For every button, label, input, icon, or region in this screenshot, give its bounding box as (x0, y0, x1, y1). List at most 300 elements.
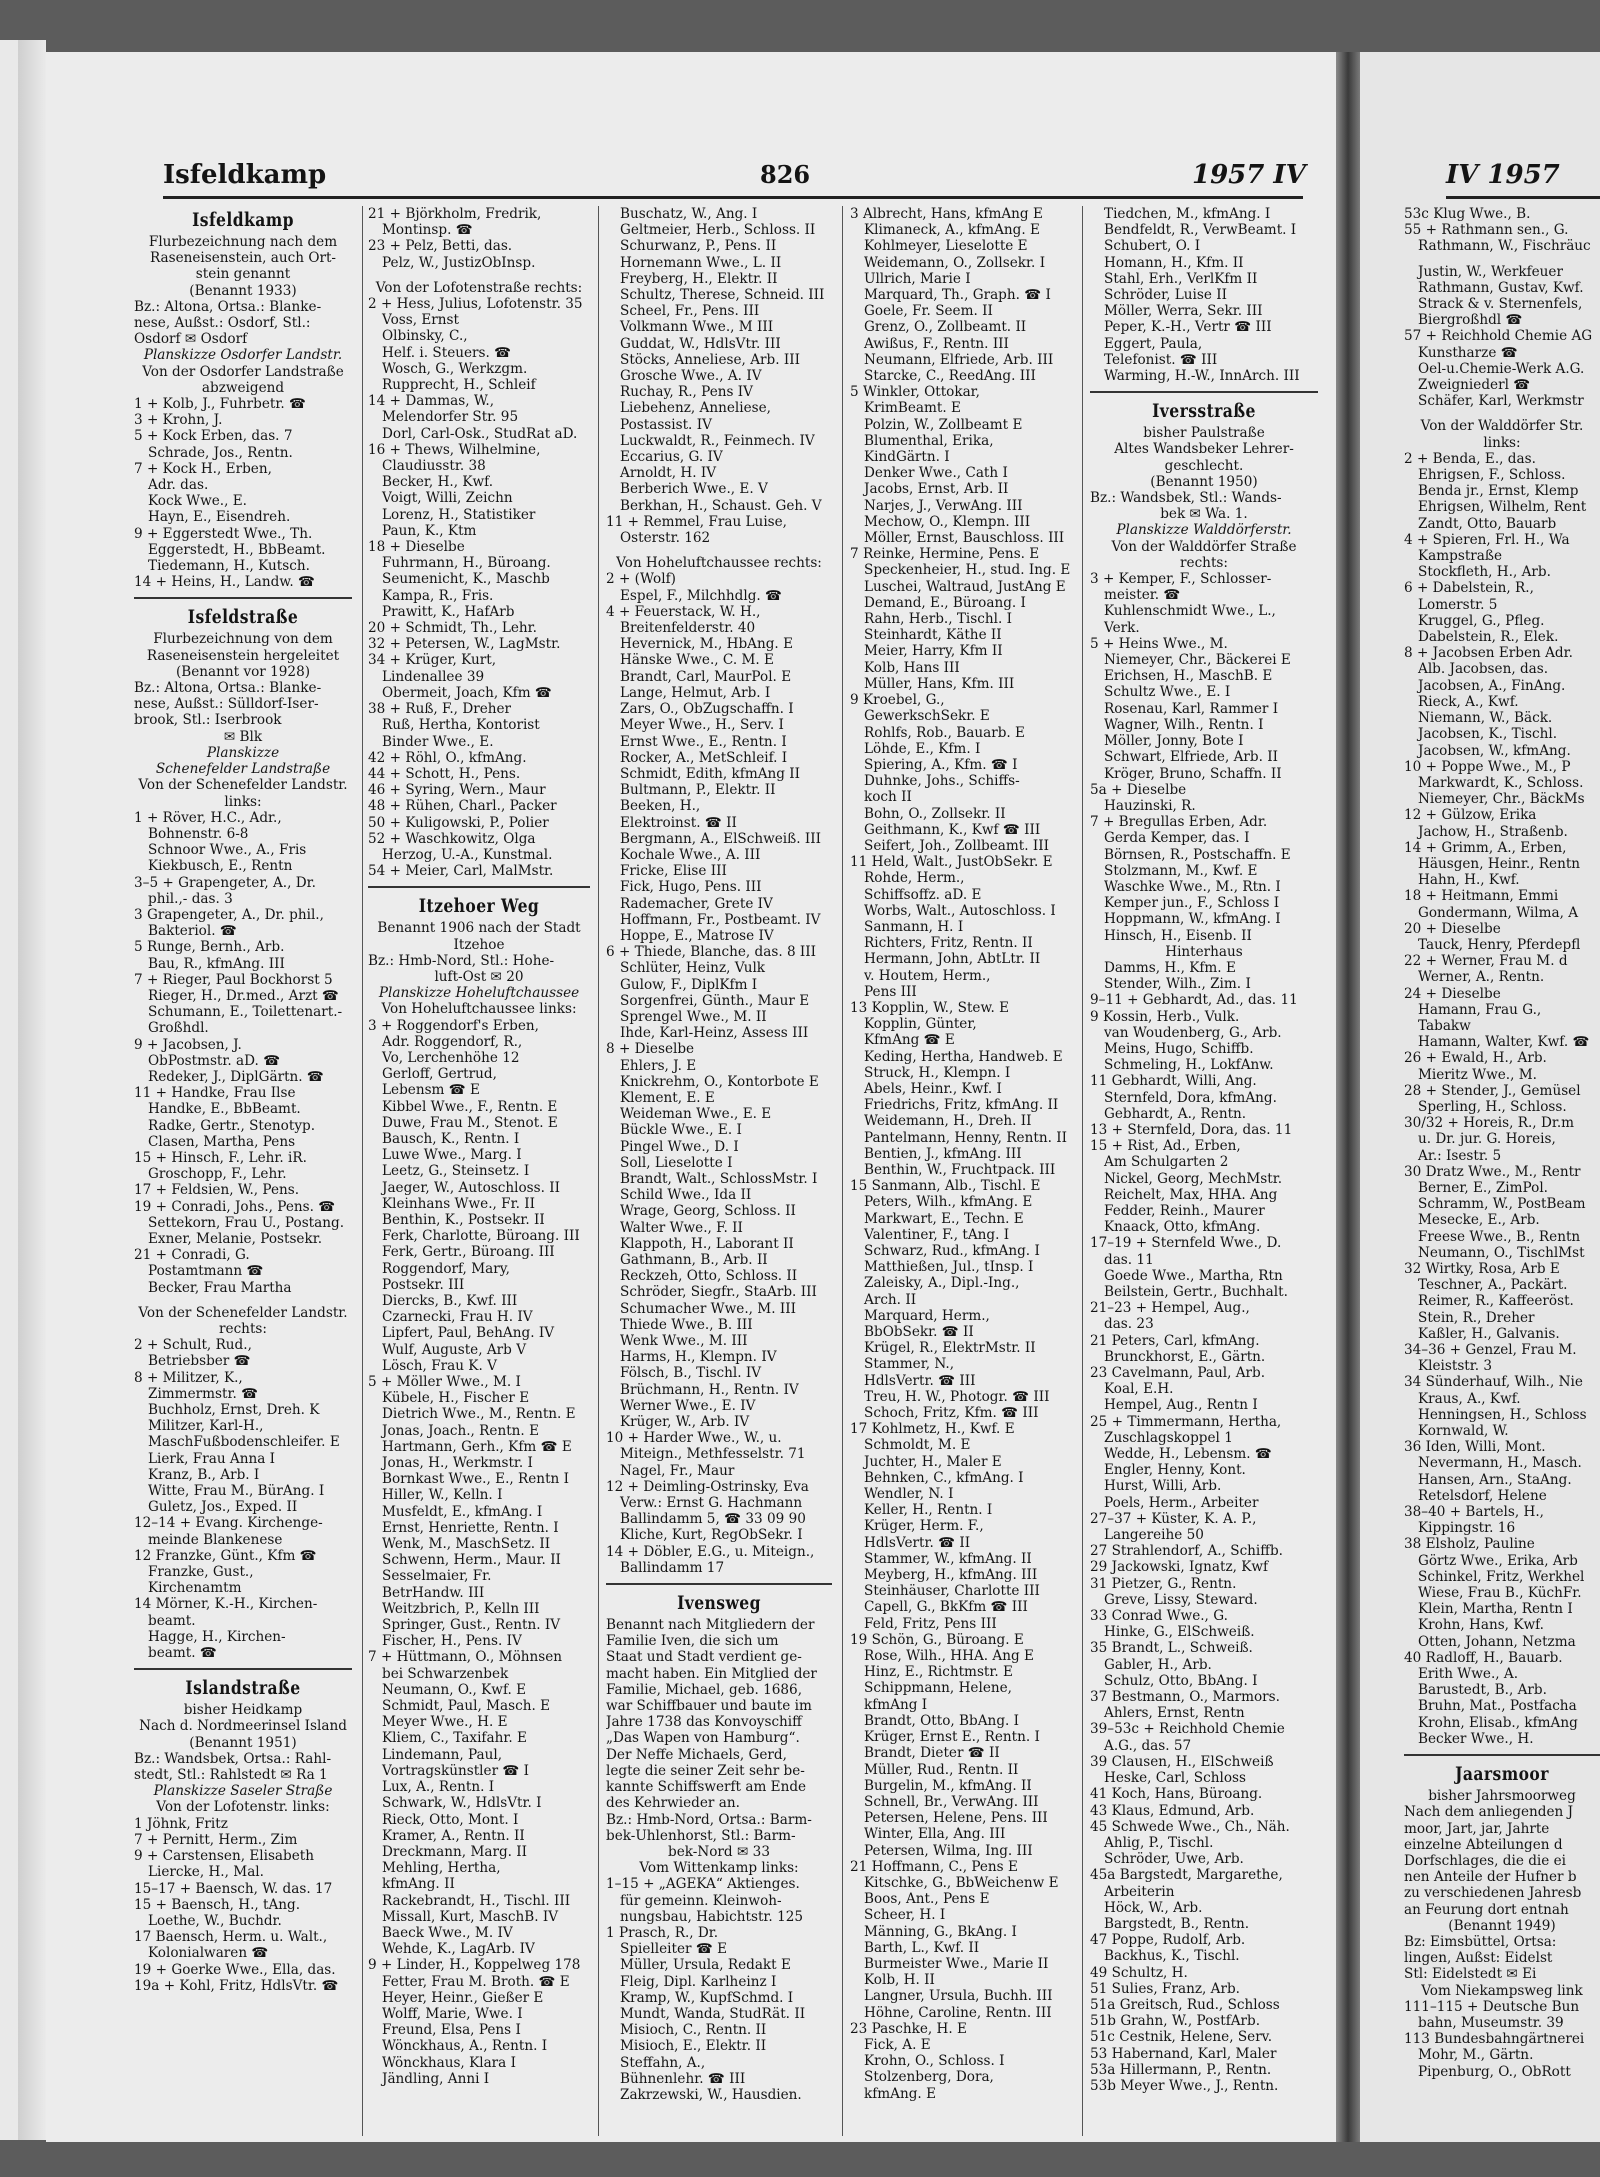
resident-entry: Struck, H., Klempn. I (864, 1064, 1011, 1081)
resident-entry: Kröger, Bruno, Schaffn. II (1104, 765, 1282, 782)
resident-entry: Barth, L., Kwf. II (864, 1939, 980, 1956)
address-entry: brook, Stl.: Iserbrook (134, 712, 282, 729)
street-note: links: (224, 793, 262, 810)
resident-entry: Marquard, Herm., (864, 1307, 990, 1324)
resident-entry: Klappoth, H., Laborant II (620, 1235, 794, 1252)
resident-entry: Telefonist. ☎ III (1104, 351, 1218, 368)
resident-entry: Peters, Wilh., kfmAng. E (864, 1194, 1033, 1211)
page-number: 826 (760, 160, 811, 189)
resident-entry: Mehling, Hertha, (382, 1860, 501, 1877)
resident-entry: BetrHandw. III (382, 1584, 485, 1601)
resident-entry: ObPostmstr. aD. ☎ (148, 1052, 281, 1069)
resident-entry: Osterstr. 162 (620, 530, 711, 547)
resident-entry: Postsekr. III (382, 1276, 465, 1293)
address-entry: 9–11 + Gebhardt, Ad., das. 11 (1090, 992, 1298, 1009)
resident-entry: Brandt, Dieter ☎ II (864, 1745, 1000, 1762)
resident-entry: Sprengel Wwe., M. II (620, 1008, 767, 1025)
address-entry: 26 + Ewald, H., Arb. (1404, 1050, 1547, 1067)
resident-entry: Ernst Wwe., E., Rentn. I (620, 733, 787, 750)
resident-entry: Duhnke, Johs., Schiffs- (864, 773, 1020, 790)
street-note: luft-Ost ✉ 20 (434, 968, 524, 985)
resident-entry: Boos, Ant., Pens E (864, 1891, 990, 1908)
resident-entry: Gerda Kemper, das. I (1104, 830, 1250, 847)
resident-entry: Sperling, H., Schloss. (1418, 1098, 1567, 1115)
resident-entry: Eggerstedt, H., BbBeamt. (148, 541, 326, 558)
resident-entry: Gabler, H., Arb. (1104, 1656, 1212, 1673)
resident-entry: Elektroinst. ☎ II (620, 814, 737, 831)
resident-entry: Schultz Wwe., E. I (1104, 684, 1231, 701)
column-divider (1082, 206, 1083, 2136)
resident-entry: Hermann, John, AbtLtr. II (864, 951, 1041, 968)
street-note: Raseneisenstein, auch Ort- (149, 250, 337, 267)
resident-entry: Arbeiterin (1104, 1883, 1175, 1900)
resident-entry: Kochale Wwe., A. III (620, 846, 761, 863)
resident-entry: Schippmann, Helene, (864, 1680, 1012, 1697)
resident-entry: das. 11 (1104, 1251, 1154, 1268)
address-entry: Bz.: Wandsbek, Ortsa.: Rahl- (134, 1750, 332, 1767)
resident-entry: Ahlers, Ernst, Rentn (1104, 1705, 1245, 1722)
resident-entry: Diercks, B., Kwf. III (382, 1293, 518, 1309)
resident-entry: Valentiner, F., tAng. I (864, 1226, 1010, 1243)
address-entry: 17 Baensch, Herm. u. Walt., (134, 1929, 328, 1946)
resident-entry: Schröder, Uwe, Arb. (1104, 1851, 1244, 1868)
resident-entry: Adr. das. (148, 477, 209, 494)
resident-entry: Rieck, Otto, Mont. I (382, 1811, 519, 1828)
resident-entry: Schwart, Elfriede, Arb. II (1104, 749, 1279, 766)
resident-entry: Heske, Carl, Schloss (1104, 1770, 1246, 1787)
street-title: Jaarsmoor (1455, 1763, 1549, 1786)
resident-entry: Zars, O., ObZugschaffn. I (620, 701, 794, 718)
column-2 (368, 206, 590, 2136)
resident-entry: MaschFußbodenschleifer. E (148, 1434, 340, 1451)
resident-entry: Schlüter, Heinz, Vulk (620, 960, 766, 977)
address-entry: 48 + Rühen, Charl., Packer (368, 798, 557, 815)
resident-entry: Stockfleth, H., Arb. (1418, 564, 1551, 581)
resident-entry: Stammer, W., kfmAng. II (864, 1550, 1032, 1567)
resident-entry: Fricke, Elise III (620, 863, 727, 880)
address-entry: stedt, Stl.: Rahlstedt ✉ Ra 1 (134, 1767, 328, 1784)
address-entry: 38–40 + Bartels, H., (1404, 1504, 1544, 1521)
resident-entry: Schinkel, Fritz, Werkhel (1418, 1568, 1585, 1585)
resident-entry: Becker, H., Kwf. (382, 474, 494, 491)
street-note: Benannt 1906 nach der Stadt (377, 920, 581, 937)
address-entry: einzelne Abteilungen d (1404, 1836, 1563, 1853)
address-entry: 19 + Goerke Wwe., Ella, das. (134, 1961, 336, 1978)
resident-entry: Fuhrmann, H., Büroang. (382, 555, 551, 572)
resident-entry: Bentien, J., kfmAng. III (864, 1145, 1022, 1162)
address-entry: 11 + Remmel, Frau Luise, (606, 513, 788, 530)
resident-entry: Witte, Frau M., BürAng. I (148, 1483, 325, 1500)
resident-entry: Wenk Wwe., M. III (620, 1333, 748, 1350)
resident-entry: Schmidt, Paul, Masch. E (382, 1698, 551, 1715)
column-4 (850, 206, 1074, 2136)
street-note: (Benannt vor 1928) (175, 663, 311, 680)
resident-entry: Ernst, Henriette, Rentn. I (382, 1519, 559, 1536)
resident-entry: Winter, Ella, Ang. III (864, 1826, 1006, 1843)
address-entry: 23 Cavelmann, Paul, Arb. (1090, 1365, 1266, 1382)
resident-entry: Gathmann, B., Arb. II (620, 1252, 768, 1268)
resident-entry: Olbinsky, C., (382, 328, 468, 345)
street-note: Von der Lofotenstr. links: (156, 1799, 330, 1816)
resident-entry: Krohn, Elisab., kfmAng (1418, 1714, 1578, 1731)
resident-entry: Meins, Hugo, Schiffb. (1104, 1040, 1254, 1057)
resident-entry: Jonas, Joach., Rentn. E (382, 1422, 539, 1439)
resident-entry: Missall, Kurt, MaschB. IV (382, 1908, 559, 1925)
resident-entry: Fedder, Reinh., Maurer (1104, 1202, 1265, 1219)
resident-entry: Stammer, N., (864, 1356, 955, 1373)
address-entry: 42 + Röhl, O., kfmAng. (368, 749, 527, 766)
address-entry: 3 Albrecht, Hans, kfmAng E (850, 206, 1043, 222)
resident-entry: Arnoldt, H. IV (620, 465, 717, 482)
resident-entry: Schultz, Therese, Schneid. III (620, 287, 825, 304)
facing-page-column (1404, 206, 1600, 2136)
resident-entry: Rademacher, Grete IV (620, 895, 773, 912)
address-entry: Osdorf ✉ Osdorf (134, 331, 248, 348)
address-entry: 50 + Kuligowski, P., Polier (368, 814, 549, 831)
resident-entry: Schwark, W., HdlsVtr. I (382, 1795, 542, 1812)
address-entry: macht haben. Ein Mitglied der (606, 1665, 817, 1682)
resident-entry: Nickel, Georg, MechMstr. (1104, 1170, 1283, 1187)
address-entry: 39 Clausen, H., ElSchweiß (1090, 1753, 1274, 1770)
resident-entry: Krüger, W., Arb. IV (620, 1414, 750, 1431)
resident-entry: Reichelt, Max, HHA. Ang (1104, 1186, 1278, 1203)
address-entry: 5 + Heins Wwe., M. (1090, 635, 1228, 652)
address-entry: 53b Meyer Wwe., J., Rentn. (1090, 2077, 1279, 2094)
resident-entry: Niemeyer, Chr., BäckMs (1418, 791, 1585, 808)
address-entry: 1–15 + „AGEKA“ Aktienges. (606, 1876, 800, 1893)
resident-entry: Polzin, W., Zollbeamt E (864, 416, 1023, 433)
address-entry: 30/32 + Horeis, R., Dr.m (1404, 1115, 1575, 1132)
resident-entry: Marquard, Th., Graph. ☎ I (864, 287, 1051, 304)
resident-entry: Bakteriol. ☎ (148, 923, 237, 940)
resident-entry: Brandt, Walt., SchlossMstr. I (620, 1170, 818, 1187)
address-entry: 44 + Schott, H., Pens. (368, 765, 521, 782)
resident-entry: Dreckmann, Marg. II (382, 1843, 528, 1860)
resident-entry: Möller, Jonny, Bote I (1104, 733, 1244, 750)
address-entry: 7 Reinke, Hermine, Pens. E (850, 546, 1040, 563)
resident-entry: Betriebsber ☎ (148, 1353, 251, 1370)
resident-entry: Bargstedt, B., Rentn. (1104, 1915, 1250, 1932)
address-entry: 21 Hoffmann, C., Pens E (850, 1858, 1018, 1875)
resident-entry: Springer, Gust., Rentn. IV (382, 1617, 561, 1634)
street-note: Flurbezeichnung von dem (153, 631, 333, 648)
address-entry: 31 Pietzer, G., Rentn. (1090, 1575, 1237, 1592)
resident-entry: Hänske Wwe., C. M. E (620, 652, 774, 669)
resident-entry: Greve, Lissy, Steward. (1104, 1591, 1258, 1608)
resident-entry: Jacobs, Ernst, Arb. II (864, 481, 1009, 498)
resident-entry: Burmeister Wwe., Marie II (864, 1955, 1049, 1972)
resident-entry: Buchholz, Ernst, Dreh. K (148, 1402, 320, 1419)
address-entry: 7 + Hüttmann, O., Möhnsen (368, 1649, 563, 1666)
resident-entry: u. Dr. jur. G. Horeis, (1418, 1131, 1556, 1148)
address-entry: 53c Klug Wwe., B. (1404, 206, 1531, 222)
column-5 (1090, 206, 1318, 2136)
resident-entry: Zimmermstr. ☎ (148, 1385, 259, 1402)
address-entry: Benannt nach Mitgliedern der (606, 1617, 815, 1634)
address-entry: 55 + Rathmann sen., G. (1404, 222, 1569, 239)
resident-entry: Berberich Wwe., E. V (620, 481, 768, 498)
resident-entry: Sanmann, H. I (864, 918, 964, 935)
resident-entry: Ihde, Karl-Heinz, Assess III (620, 1025, 809, 1042)
resident-entry: Schurwanz, P., Pens. II (620, 238, 777, 255)
address-entry: 9 + Eggerstedt Wwe., Th. (134, 525, 313, 542)
address-entry: 37 Bestmann, O., Marmors. (1090, 1689, 1280, 1706)
address-entry: Dorfschlages, die die ei (1404, 1852, 1566, 1869)
resident-entry: meinde Blankenese (148, 1531, 283, 1548)
address-entry: 29 Jackowski, Ignatz, Kwf (1090, 1559, 1269, 1576)
resident-entry: BbObSekr. ☎ II (864, 1324, 974, 1341)
street-note: Flurbezeichnung nach dem (148, 234, 338, 250)
resident-entry: Redeker, J., DiplGärtn. ☎ (148, 1068, 324, 1085)
address-entry: 12–14 + Evang. Kirchenge- (134, 1515, 323, 1532)
resident-entry: Burgelin, M., kfmAng. II (864, 1777, 1032, 1794)
resident-entry: Prawitt, K., HafArb (382, 603, 515, 620)
resident-entry: Meyer Wwe., H., Serv. I (620, 717, 784, 734)
address-entry: 15 + Baensch, H., tAng. (134, 1896, 301, 1913)
address-entry: 53 Habernand, Karl, Maler (1090, 2045, 1277, 2062)
resident-entry: Schumann, E., Toilettenart.- (148, 1004, 343, 1021)
street-note: bek-Nord ✉ 33 (668, 1843, 770, 1860)
resident-entry: Abels, Heinr., Kwf. I (864, 1080, 1002, 1097)
resident-entry: Lösch, Frau K. V (382, 1357, 497, 1374)
resident-entry: Vortragskünstler ☎ I (382, 1762, 530, 1779)
resident-entry: Retelsdorf, Helene (1418, 1487, 1547, 1504)
resident-entry: Poels, Herm., Arbeiter (1104, 1494, 1259, 1511)
resident-entry: Herzog, U.-A., Kunstmal. (382, 846, 553, 863)
address-entry: 8 + Jacobsen Erben Adr. (1404, 645, 1573, 662)
resident-entry: Weitzbrich, P., Kelln III (382, 1600, 540, 1617)
resident-entry: Knickrehm, O., Kontorbote E (620, 1073, 819, 1090)
resident-entry: Lierk, Frau Anna I (148, 1450, 276, 1467)
resident-entry: Eggert, Paula, (1104, 335, 1203, 352)
facing-page-header: IV 1957 (1446, 160, 1560, 190)
address-entry: legte die seiner Zeit sehr be- (606, 1762, 805, 1779)
resident-entry: Luwe Wwe., Marg. I (382, 1147, 522, 1164)
resident-entry: Freyberg, H., Elektr. II (620, 270, 778, 287)
resident-entry: Keller, H., Rentn. I (864, 1502, 993, 1519)
resident-entry: Weidemann, O., Zollsekr. I (864, 254, 1046, 271)
resident-entry: Steinhardt, Käthe II (864, 627, 1002, 644)
address-entry: 47 Poppe, Rudolf, Arb. (1090, 1932, 1246, 1949)
resident-entry: Goede Wwe., Martha, Rtn (1104, 1267, 1283, 1284)
resident-entry: beamt. ☎ (148, 1645, 217, 1662)
address-entry: an Feurung dort entnah (1404, 1901, 1569, 1918)
street-title: Iversstraße (1152, 400, 1256, 423)
running-head-street: Isfeldkamp (163, 160, 327, 190)
street-note: Nach d. Nordmeerinsel Island (139, 1718, 347, 1735)
resident-entry: Berkhan, H., Schaust. Geh. V (620, 497, 822, 514)
address-entry: 54 + Meier, Carl, MalMstr. (368, 863, 554, 880)
resident-entry: kfmAng. II (382, 1876, 455, 1893)
address-entry: 34–36 + Genzel, Frau M. (1404, 1342, 1577, 1359)
address-entry: 10 + Harder Wwe., W., u. (606, 1430, 782, 1447)
address-entry: 14 Mörner, K.-H., Kirchen- (134, 1596, 318, 1613)
street-title: Itzehoer Weg (418, 895, 540, 918)
resident-entry: Hurst, Willi, Arb. (1104, 1478, 1222, 1495)
resident-entry: Brandt, Otto, BbAng. I (864, 1712, 1020, 1729)
resident-entry: Lindenallee 39 (382, 668, 485, 685)
resident-entry: Dorl, Carl-Osk., StudRat aD. (382, 425, 578, 442)
address-entry: 14 + Heins, H., Landw. ☎ (134, 574, 315, 591)
address-entry: 51c Cestnik, Helene, Serv. (1090, 2029, 1273, 2046)
address-entry: 43 Klaus, Edmund, Arb. (1090, 1802, 1255, 1819)
book-gutter (1336, 52, 1360, 2142)
street-note: rechts: (1180, 554, 1228, 571)
resident-entry: Verk. (1104, 619, 1140, 636)
address-entry: 6 + Thiede, Blanche, das. 8 III (606, 944, 817, 961)
resident-entry: Liebehenz, Anneliese, (620, 400, 771, 417)
resident-entry: Sorgenfrei, Günth., Maur E (620, 992, 810, 1009)
resident-entry: Jändling, Anni I (382, 2070, 490, 2087)
resident-entry: Hansen, Arn., StaAng. (1418, 1471, 1572, 1488)
resident-entry: Knaack, Otto, kfmAng. (1104, 1219, 1261, 1236)
resident-entry: Schiffsoffz. aD. E (864, 886, 982, 903)
resident-entry: Hempel, Aug., Rentn I (1104, 1397, 1258, 1414)
resident-entry: Goele, Fr. Seem. II (864, 303, 993, 320)
resident-entry: Kolb, Hans III (864, 659, 960, 676)
resident-entry: Jacobsen, W., kfmAng. (1418, 742, 1571, 759)
resident-entry: koch II (864, 789, 912, 806)
resident-entry: Demand, E., Büroang. I (864, 594, 1026, 611)
resident-entry: Luckwaldt, R., Feinmech. IV (620, 432, 815, 449)
street-note: bisher Heidkamp (183, 1702, 303, 1719)
resident-entry: Wendler, N. I (864, 1486, 954, 1503)
address-entry: 57 + Reichhold Chemie AG (1404, 328, 1593, 345)
resident-entry: Sesselmaier, Fr. (382, 1568, 492, 1585)
resident-entry: Richters, Fritz, Rentn. II (864, 935, 1033, 952)
street-title: Isfeldkamp (192, 209, 294, 231)
address-entry: 41 Koch, Hans, Büroang. (1090, 1786, 1263, 1803)
street-note: Von der Schenefelder Landstr. (138, 1304, 348, 1321)
resident-entry: Bausch, K., Rentn. I (382, 1130, 520, 1147)
address-entry: 11 Gebhardt, Willi, Ang. (1090, 1073, 1257, 1090)
resident-entry: Rose, Wilh., HHA. Ang E (864, 1648, 1034, 1665)
resident-entry: Wönckhaus, A., Rentn. I (382, 2038, 548, 2055)
resident-entry: Seifert, Joh., Zollbeamt. III (864, 837, 1050, 854)
resident-entry: Militzer, Karl-H., (148, 1418, 264, 1435)
resident-entry: Alb. Jacobsen, das. (1418, 661, 1549, 678)
address-entry: 12 Franzke, Günt., Kfm ☎ (134, 1547, 317, 1564)
resident-entry: Fölsch, B., Tischl. IV (620, 1365, 762, 1382)
address-entry: Familie, Michael, geb. 1686, (606, 1681, 803, 1698)
resident-entry: Wiese, Frau B., KüchFr. (1418, 1585, 1582, 1602)
address-entry: 8 + Dieselbe (606, 1041, 695, 1058)
resident-entry: Franzke, Gust., (148, 1564, 254, 1581)
street-title: Isfeldstraße (187, 606, 299, 629)
address-entry: 12 + Gülzow, Erika (1404, 807, 1537, 824)
resident-entry: HdlsVertr. ☎ II (864, 1534, 971, 1551)
resident-entry: KfmAng ☎ E (864, 1032, 955, 1049)
resident-entry: A.G., das. 57 (1104, 1737, 1192, 1754)
address-entry: 13 + Sternfeld, Dora, das. 11 (1090, 1121, 1293, 1138)
resident-entry: Mohr, M., Gärtn. (1418, 2047, 1534, 2064)
resident-entry: Petersen, Helene, Pens. III (864, 1810, 1048, 1827)
address-entry: 2 + (Wolf) (606, 571, 676, 588)
resident-entry: Worbs, Walt., Autoschloss. I (864, 902, 1056, 919)
column-divider (362, 206, 363, 2136)
resident-entry: Behnken, C., kfmAng. I (864, 1469, 1024, 1486)
address-entry: 45 Schwede Wwe., Ch., Näh. (1090, 1818, 1290, 1835)
resident-entry: Groschopp, F., Lehr. (148, 1166, 287, 1183)
address-entry: 38 Elsholz, Pauline (1404, 1536, 1535, 1553)
resident-entry: Jonas, H., Werkmstr. I (382, 1455, 533, 1472)
resident-entry: Helf. i. Steuers. ☎ (382, 344, 512, 361)
resident-entry: Loethe, W., Buchdr. (148, 1912, 282, 1929)
address-entry: 30 Dratz Wwe., M., Rentr (1404, 1163, 1581, 1180)
resident-entry: Bohn, O., Zollsekr. II (864, 805, 1006, 822)
resident-entry: Harms, H., Klempn. IV (620, 1349, 777, 1366)
resident-entry: Börnsen, R., Postschaffn. E (1104, 846, 1291, 863)
resident-entry: Kampa, R., Fris. (382, 587, 494, 604)
resident-entry: Melendorfer Str. 95 (382, 409, 519, 426)
address-entry: war Schiffbauer und baute im (606, 1698, 812, 1715)
resident-entry: Backhus, K., Tischl. (1104, 1948, 1240, 1965)
resident-entry: Postassist. IV (620, 416, 712, 433)
resident-entry: Koal, E.H. (1104, 1381, 1174, 1398)
resident-entry: Becker, Frau Martha (148, 1279, 292, 1296)
resident-entry: Fleig, Dipl. Karlheinz I (620, 1973, 777, 1990)
resident-entry: Fick, Hugo, Pens. III (620, 879, 762, 896)
resident-entry: Kippingstr. 16 (1418, 1520, 1516, 1537)
resident-entry: Vo, Lerchenhöhe 12 (382, 1049, 520, 1066)
resident-entry: Kramer, A., Rentn. II (382, 1827, 525, 1844)
resident-entry: Markwardt, K., Schloss. (1418, 774, 1584, 791)
section-divider (606, 1583, 832, 1585)
resident-entry: Schnoor Wwe., A., Fris (148, 842, 307, 859)
resident-entry: Steinhäuser, Charlotte III (864, 1583, 1040, 1600)
resident-entry: GewerkschSekr. E (864, 708, 990, 725)
resident-entry: Ehlers, J. E (620, 1057, 697, 1074)
resident-entry: Hoppmann, W., kfmAng. I (1104, 911, 1281, 928)
resident-entry: Neumann, O., Kwf. E (382, 1681, 527, 1698)
address-entry: 7 + Rieger, Paul Bockhorst 5 (134, 971, 333, 988)
resident-entry: Krüger, Ernst E., Rentn. I (864, 1729, 1040, 1746)
resident-entry: Kitschke, G., BbWeichenw E (864, 1874, 1059, 1891)
resident-entry: Justin, W., Werkfeuer (1418, 263, 1563, 280)
resident-entry: nungsbau, Habichtstr. 125 (620, 1908, 804, 1925)
resident-entry: Wosch, G., Werkzgm. (382, 360, 528, 377)
resident-entry: Schumacher Wwe., M. III (620, 1300, 796, 1317)
resident-entry: Spielleiter ☎ E (620, 1941, 727, 1958)
street-note: Altes Wandsbeker Lehrer- (1114, 441, 1294, 458)
resident-entry: HdlsVertr. ☎ III (864, 1372, 976, 1389)
resident-entry: Buschatz, W., Ang. I (620, 206, 758, 222)
resident-entry: Benda jr., Ernst, Klemp (1418, 483, 1579, 500)
resident-entry: Juchter, H., Maler E (864, 1453, 1002, 1470)
resident-entry: Schröder, Luise II (1104, 287, 1227, 304)
resident-entry: Kruggel, G., Pfleg. (1418, 612, 1545, 629)
resident-entry: Lorenz, H., Statistiker (382, 506, 536, 523)
spacer (134, 1296, 352, 1305)
address-entry: 21–23 + Hempel, Aug., (1090, 1300, 1250, 1317)
address-entry: 1 Prasch, R., Dr. (606, 1924, 719, 1941)
resident-entry: Wönckhaus, Klara I (382, 2054, 516, 2071)
map-reference: Schenefelder Landstraße (155, 761, 331, 778)
address-entry: 19 + Conradi, Johs., Pens. ☎ (134, 1198, 336, 1215)
street-note: Vom Niekampsweg link (1421, 1982, 1583, 1999)
resident-entry: Treu, H. W., Photogr. ☎ III (864, 1388, 1050, 1405)
resident-entry: Wrage, Georg, Schloss. II (620, 1203, 796, 1220)
address-entry: nen Anteile der Hufner b (1404, 1869, 1577, 1886)
address-entry: 14 + Grimm, A., Erben, (1404, 839, 1567, 856)
resident-entry: Nagel, Fr., Maur (620, 1462, 735, 1479)
resident-entry: Engler, Henny, Kont. (1104, 1462, 1246, 1479)
address-entry: 9 + Linder, H., Koppelweg 178 (368, 1957, 581, 1974)
resident-entry: van Woudenberg, G., Arb. (1104, 1024, 1282, 1041)
resident-entry: Settekorn, Frau U., Postang. (148, 1214, 345, 1231)
address-entry: Jahre 1738 das Konvoyschiff (606, 1714, 802, 1731)
resident-entry: Grosche Wwe., A. IV (620, 368, 762, 385)
